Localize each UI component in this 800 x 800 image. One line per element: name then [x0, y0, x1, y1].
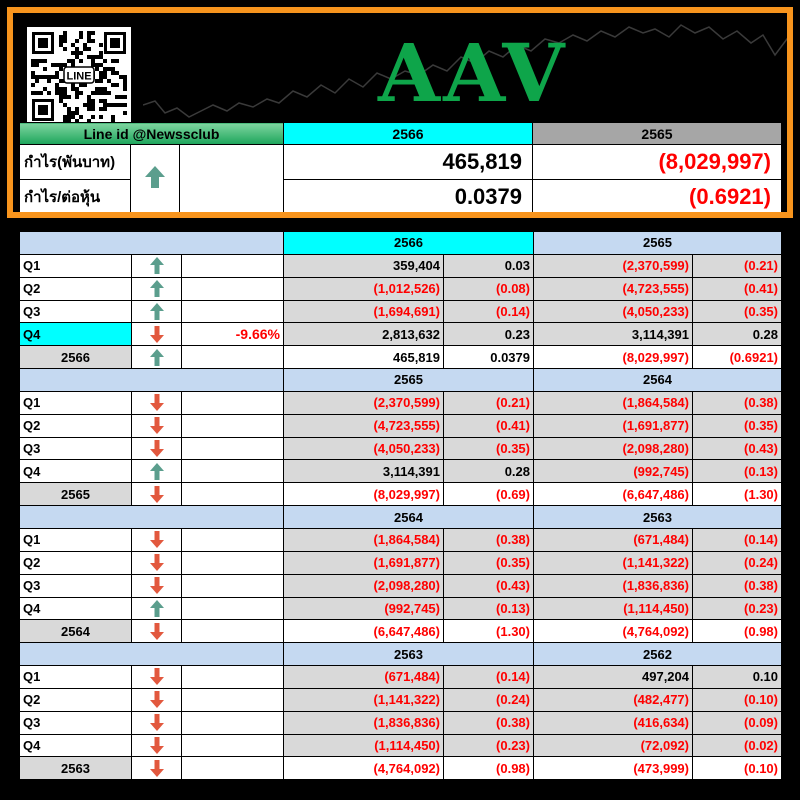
eps-value: (0.35): [444, 437, 534, 460]
prev-profit-value: (1,836,836): [534, 574, 693, 597]
quarter-row: [20, 277, 782, 300]
year-profit-value: (8,029,997): [284, 483, 444, 506]
eps-current: 0.0379: [284, 180, 533, 215]
profit-value: (1,691,877): [284, 551, 444, 574]
ticker-title: AAV: [378, 26, 568, 120]
quarter-label: Q4: [20, 734, 132, 757]
change-percent: [182, 254, 284, 277]
quarter-label: Q2: [20, 551, 132, 574]
up-arrow-icon: [144, 165, 166, 189]
trend-cell: [132, 277, 182, 300]
profit-value: (1,864,584): [284, 528, 444, 551]
year-total-label: 2565: [20, 483, 132, 506]
year-profit-value: (6,647,486): [284, 620, 444, 643]
profit-value: (4,050,233): [284, 437, 444, 460]
eps-value: (0.14): [444, 666, 534, 689]
profit-current: 465,819: [284, 145, 533, 180]
change-percent: [182, 666, 284, 689]
quarter-row: [20, 597, 782, 620]
eps-value: (0.38): [444, 711, 534, 734]
trend-cell: [132, 711, 182, 734]
change-percent-blank: [182, 620, 284, 643]
down-arrow-icon: [150, 554, 164, 571]
eps-value: (0.08): [444, 277, 534, 300]
block-header-blank: [20, 506, 284, 529]
year-profit-value: (4,764,092): [284, 757, 444, 780]
quarter-row: [20, 414, 782, 437]
prev-profit-value: (671,484): [534, 528, 693, 551]
profit-value: 2,813,632: [284, 323, 444, 346]
quarterly-table: [19, 231, 782, 780]
eps-value: 0.28: [444, 460, 534, 483]
down-arrow-icon: [150, 714, 164, 731]
year-eps-value: (0.69): [444, 483, 534, 506]
block-current-year: 2566: [284, 232, 534, 255]
change-percent-blank: [182, 483, 284, 506]
prev-profit-value: (4,723,555): [534, 277, 693, 300]
block-header-row: [20, 506, 782, 529]
block-current-year: 2565: [284, 369, 534, 392]
year-eps-value: 0.0379: [444, 346, 534, 369]
eps-value: 0.23: [444, 323, 534, 346]
prev-profit-value: (992,745): [534, 460, 693, 483]
prev-profit-value: (1,141,322): [534, 551, 693, 574]
block-header-blank: [20, 369, 284, 392]
current-year-header: 2566: [284, 123, 533, 145]
year-total-row: [20, 483, 782, 506]
prev-eps-value: (0.21): [693, 254, 782, 277]
trend-cell: [132, 323, 182, 346]
prev-eps-value: (0.38): [693, 574, 782, 597]
down-arrow-icon: [150, 691, 164, 708]
prev-eps-value: (0.43): [693, 437, 782, 460]
down-arrow-icon: [150, 394, 164, 411]
prev-eps-value: (0.41): [693, 277, 782, 300]
qr-code-icon: [27, 27, 131, 126]
eps-previous: (0.6921): [533, 180, 782, 215]
quarter-row: [20, 574, 782, 597]
quarter-label: Q1: [20, 528, 132, 551]
prev-year-eps-value: (0.98): [693, 620, 782, 643]
year-eps-value: (1.30): [444, 620, 534, 643]
prev-year-profit-value: (6,647,486): [534, 483, 693, 506]
prev-year-eps-value: (0.6921): [693, 346, 782, 369]
prev-eps-value: (0.14): [693, 528, 782, 551]
profit-label: กำไร(พันบาท): [20, 145, 131, 180]
profit-previous: (8,029,997): [533, 145, 782, 180]
year-total-row: [20, 346, 782, 369]
trend-cell: [132, 734, 182, 757]
quarter-row: [20, 551, 782, 574]
quarter-row: [20, 666, 782, 689]
year-total-label: 2566: [20, 346, 132, 369]
prev-eps-value: (0.02): [693, 734, 782, 757]
down-arrow-icon: [150, 737, 164, 754]
quarter-label: Q2: [20, 414, 132, 437]
change-percent: [182, 688, 284, 711]
eps-value: (0.41): [444, 414, 534, 437]
up-arrow-icon: [150, 303, 164, 320]
up-arrow-icon: [150, 257, 164, 274]
profit-value: (992,745): [284, 597, 444, 620]
down-arrow-icon: [150, 486, 164, 503]
quarter-row: [20, 300, 782, 323]
prev-year-profit-value: (473,999): [534, 757, 693, 780]
year-total-label: 2563: [20, 757, 132, 780]
prev-eps-value: 0.10: [693, 666, 782, 689]
trend-cell: [132, 460, 182, 483]
down-arrow-icon: [150, 760, 164, 777]
change-percent: [182, 460, 284, 483]
up-arrow-icon: [150, 600, 164, 617]
block-header-row: [20, 369, 782, 392]
change-percent-blank: [182, 346, 284, 369]
block-header-row: [20, 232, 782, 255]
eps-label: กำไร/ต่อหุ้น: [20, 180, 131, 215]
block-current-year: 2563: [284, 643, 534, 666]
quarter-label: Q1: [20, 254, 132, 277]
change-percent: [182, 551, 284, 574]
eps-value: (0.13): [444, 597, 534, 620]
quarter-label: Q3: [20, 300, 132, 323]
prev-profit-value: (1,864,584): [534, 391, 693, 414]
year-profit-value: 465,819: [284, 346, 444, 369]
year-total-row: [20, 757, 782, 780]
prev-year-eps-value: (1.30): [693, 483, 782, 506]
eps-value: 0.03: [444, 254, 534, 277]
block-header-row: [20, 643, 782, 666]
trend-cell: [132, 391, 182, 414]
change-percent: [182, 437, 284, 460]
prev-profit-value: 497,204: [534, 666, 693, 689]
down-arrow-icon: [150, 668, 164, 685]
prev-eps-value: (0.38): [693, 391, 782, 414]
prev-profit-value: (2,370,599): [534, 254, 693, 277]
trend-cell: [132, 666, 182, 689]
change-percent: [182, 391, 284, 414]
prev-profit-value: (1,691,877): [534, 414, 693, 437]
prev-eps-value: (0.24): [693, 551, 782, 574]
profit-value: (1,141,322): [284, 688, 444, 711]
prev-eps-value: (0.10): [693, 688, 782, 711]
prev-eps-value: 0.28: [693, 323, 782, 346]
change-percent: -9.66%: [182, 323, 284, 346]
trend-cell: [132, 483, 182, 506]
trend-cell: [132, 551, 182, 574]
down-arrow-icon: [150, 417, 164, 434]
quarter-row: [20, 391, 782, 414]
quarter-label: Q3: [20, 437, 132, 460]
quarter-label: Q4: [20, 597, 132, 620]
block-previous-year: 2563: [534, 506, 782, 529]
trend-cell: [132, 688, 182, 711]
change-percent: [182, 574, 284, 597]
block-current-year: 2564: [284, 506, 534, 529]
quarter-label: Q1: [20, 391, 132, 414]
trend-cell: [132, 597, 182, 620]
trend-blank-cell: [180, 145, 284, 215]
quarter-row: [20, 254, 782, 277]
trend-cell: [132, 528, 182, 551]
change-percent-blank: [182, 757, 284, 780]
block-previous-year: 2562: [534, 643, 782, 666]
qr-logo-label: LINE: [66, 70, 92, 83]
prev-profit-value: (2,098,280): [534, 437, 693, 460]
quarter-row: [20, 711, 782, 734]
up-arrow-icon: [150, 280, 164, 297]
line-id-label[interactable]: Line id @Newssclub: [20, 123, 284, 145]
trend-cell: [131, 145, 180, 215]
quarter-label: Q3: [20, 574, 132, 597]
profit-value: (671,484): [284, 666, 444, 689]
year-total-row: [20, 620, 782, 643]
change-percent: [182, 734, 284, 757]
summary-panel: [7, 7, 793, 218]
quarter-label: Q4: [20, 460, 132, 483]
quarter-label: Q2: [20, 688, 132, 711]
profit-value: (1,114,450): [284, 734, 444, 757]
down-arrow-icon: [150, 531, 164, 548]
prev-profit-value: 3,114,391: [534, 323, 693, 346]
profit-value: 359,404: [284, 254, 444, 277]
profit-value: (1,012,526): [284, 277, 444, 300]
block-previous-year: 2564: [534, 369, 782, 392]
prev-eps-value: (0.13): [693, 460, 782, 483]
block-previous-year: 2565: [534, 232, 782, 255]
eps-value: (0.24): [444, 688, 534, 711]
block-header-blank: [20, 232, 284, 255]
profit-value: (4,723,555): [284, 414, 444, 437]
quarter-row: [20, 528, 782, 551]
profit-value: 3,114,391: [284, 460, 444, 483]
profit-value: (1,836,836): [284, 711, 444, 734]
line-qr-code[interactable]: [27, 27, 131, 126]
up-arrow-icon: [150, 349, 164, 366]
change-percent: [182, 300, 284, 323]
change-percent: [182, 711, 284, 734]
prev-profit-value: (72,092): [534, 734, 693, 757]
change-percent: [182, 528, 284, 551]
quarter-row: [20, 437, 782, 460]
change-percent: [182, 414, 284, 437]
trend-cell: [132, 254, 182, 277]
prev-eps-value: (0.09): [693, 711, 782, 734]
down-arrow-icon: [150, 577, 164, 594]
trend-cell: [132, 757, 182, 780]
profit-value: (2,370,599): [284, 391, 444, 414]
up-arrow-icon: [150, 463, 164, 480]
year-eps-value: (0.98): [444, 757, 534, 780]
quarter-label: Q4: [20, 323, 132, 346]
eps-value: (0.23): [444, 734, 534, 757]
quarter-label: Q2: [20, 277, 132, 300]
quarter-label: Q1: [20, 666, 132, 689]
prev-year-profit-value: (4,764,092): [534, 620, 693, 643]
prev-profit-value: (416,634): [534, 711, 693, 734]
profit-value: (1,694,691): [284, 300, 444, 323]
previous-year-header: 2565: [533, 123, 782, 145]
prev-year-eps-value: (0.10): [693, 757, 782, 780]
down-arrow-icon: [150, 623, 164, 640]
quarter-row: [20, 323, 782, 346]
prev-profit-value: (482,477): [534, 688, 693, 711]
quarter-row: [20, 460, 782, 483]
down-arrow-icon: [150, 326, 164, 343]
prev-profit-value: (1,114,450): [534, 597, 693, 620]
profit-value: (2,098,280): [284, 574, 444, 597]
prev-year-profit-value: (8,029,997): [534, 346, 693, 369]
eps-value: (0.35): [444, 551, 534, 574]
eps-value: (0.14): [444, 300, 534, 323]
eps-value: (0.21): [444, 391, 534, 414]
trend-cell: [132, 346, 182, 369]
quarter-row: [20, 688, 782, 711]
eps-value: (0.43): [444, 574, 534, 597]
down-arrow-icon: [150, 440, 164, 457]
change-percent: [182, 597, 284, 620]
prev-eps-value: (0.35): [693, 300, 782, 323]
trend-cell: [132, 437, 182, 460]
eps-value: (0.38): [444, 528, 534, 551]
year-total-label: 2564: [20, 620, 132, 643]
prev-profit-value: (4,050,233): [534, 300, 693, 323]
change-percent: [182, 277, 284, 300]
trend-cell: [132, 414, 182, 437]
prev-eps-value: (0.23): [693, 597, 782, 620]
quarter-label: Q3: [20, 711, 132, 734]
prev-eps-value: (0.35): [693, 414, 782, 437]
trend-cell: [132, 620, 182, 643]
quarter-row: [20, 734, 782, 757]
summary-table: [19, 122, 782, 215]
block-header-blank: [20, 643, 284, 666]
trend-cell: [132, 574, 182, 597]
trend-cell: [132, 300, 182, 323]
